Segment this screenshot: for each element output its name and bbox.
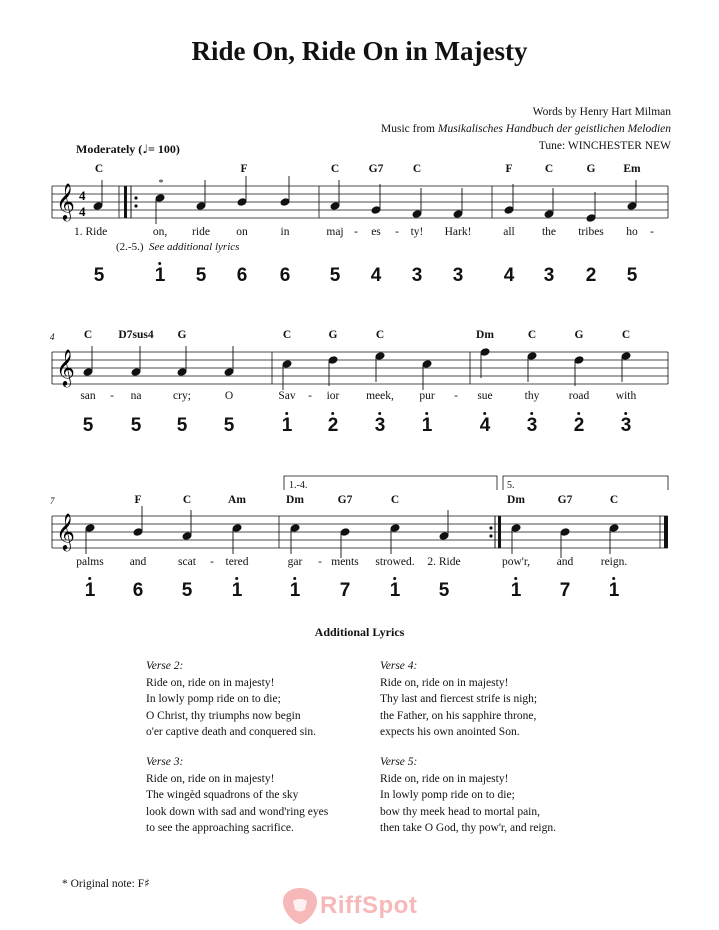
treble-clef-icon: 𝄞	[56, 182, 75, 220]
lyric-syllable: reign.	[600, 556, 628, 568]
verse-label: Verse 4:	[380, 660, 418, 672]
lyric-syllable: na	[130, 390, 142, 402]
chord-symbol: G7	[337, 494, 353, 506]
scale-degree: 6	[132, 580, 144, 601]
verse-block	[380, 754, 556, 837]
lyric-syllable: Sav	[278, 390, 296, 402]
chord-symbol: C	[83, 329, 93, 341]
lyric-syllable: scat	[178, 556, 196, 568]
scale-degree: 1	[85, 580, 96, 602]
volta-1-bracket	[284, 476, 497, 490]
chord-symbol: C	[390, 494, 400, 506]
verse-line: Ride on, ride on in majesty!	[380, 676, 509, 689]
time-signature-bottom: 4	[79, 204, 86, 219]
scale-degree: 5	[195, 265, 207, 286]
chord-symbol: F	[134, 494, 142, 506]
verse-hint-text: See additional lyrics	[149, 241, 240, 253]
lyric-syllable: sue	[477, 390, 493, 402]
scale-degree: 1	[511, 580, 522, 602]
footnote	[62, 876, 150, 890]
lyric-syllable: 1. Ride	[74, 226, 108, 238]
music-source: Musikalisches Handbuch der geistlichen Melodien	[437, 123, 671, 135]
chord-symbol: Dm	[476, 329, 494, 341]
lyric-hyphen: -	[395, 226, 399, 238]
riffspot-logo	[272, 884, 452, 928]
verse-block	[146, 658, 316, 741]
brand-name: RiffSpot	[320, 892, 418, 919]
lyric-syllable: all	[503, 226, 515, 238]
lyric-syllable: meek,	[366, 390, 394, 402]
verse-hint-prefix: (2.-5.)	[116, 241, 144, 253]
scale-degree: 2	[585, 265, 597, 286]
volta-1-label: 1.-4.	[289, 480, 308, 491]
verse-block	[146, 754, 328, 837]
lyric-syllable: ior	[326, 390, 340, 402]
chord-symbol: C	[182, 494, 192, 506]
verse-line: to see the approaching sacrifice.	[146, 822, 294, 834]
scale-degree: 3	[543, 265, 555, 286]
scale-degree: 1	[290, 580, 301, 602]
scale-degree: 3	[375, 415, 386, 437]
lyric-syllable: tribes	[578, 226, 604, 238]
lyric-syllable: pow'r,	[501, 556, 531, 568]
lyric-syllable: maj	[326, 226, 344, 238]
lyric-syllable: tered	[225, 556, 249, 568]
chord-symbol: G	[328, 329, 338, 341]
lyric-syllable: in	[280, 226, 290, 238]
verse-line: look down with sad and wond'ring eyes	[146, 805, 329, 818]
lyric-syllable: ho	[626, 226, 638, 238]
lyric-syllable: the	[541, 226, 557, 238]
chord-symbol: G	[586, 163, 596, 175]
verse-line: The wingèd squadrons of the sky	[146, 789, 299, 801]
scale-degree: 6	[279, 265, 291, 286]
scale-degree: 2	[328, 415, 339, 437]
chord-symbol: C	[330, 163, 340, 175]
footnote-star: *	[158, 178, 164, 189]
verse-line: In lowly pomp ride on to die;	[380, 789, 515, 801]
footnote-text: * Original note: F	[62, 878, 145, 890]
measure-number: 4	[50, 332, 55, 342]
lyric-syllable: thy	[524, 390, 540, 402]
scale-degree: 6	[236, 265, 248, 286]
chord-symbol: G7	[557, 494, 573, 506]
scale-degree: 7	[339, 580, 351, 601]
verse-line: O Christ, thy triumphs now begin	[146, 709, 301, 722]
chord-symbol: C	[609, 494, 619, 506]
music-credit-prefix: Music from	[381, 123, 438, 135]
final-barline	[664, 516, 668, 548]
scale-degree: 4	[370, 265, 382, 286]
volta-2-label: 5.	[507, 480, 515, 491]
tempo-label: Moderately (	[76, 142, 143, 156]
verse-block	[380, 658, 537, 741]
lyric-syllable: palms	[76, 556, 104, 568]
scale-degree: 4	[503, 265, 515, 286]
scale-degree: 1	[609, 580, 620, 602]
verse-label: Verse 3:	[146, 756, 184, 768]
verse-label: Verse 5:	[380, 756, 418, 768]
verse-line: then take O God, thy pow'r, and reign.	[380, 822, 556, 834]
chord-symbol: Am	[228, 494, 246, 506]
scale-degree: 4	[480, 415, 491, 437]
treble-clef-icon: 𝄞	[56, 348, 75, 386]
verse-line: Ride on, ride on in majesty!	[146, 772, 275, 785]
scale-degree: 5	[223, 415, 235, 436]
verse-label: Verse 2:	[146, 660, 184, 672]
words-credit: Words by Henry Hart Milman	[532, 106, 671, 118]
chord-symbol: C	[94, 163, 104, 175]
scale-degree: 5	[130, 415, 142, 436]
lyric-syllable: Hark!	[444, 226, 472, 238]
lyric-syllable: on,	[152, 226, 168, 238]
chord-symbol: Dm	[286, 494, 304, 506]
lyric-syllable: cry;	[173, 390, 191, 402]
treble-clef-icon: 𝄞	[56, 512, 75, 550]
scale-degree: 2	[574, 415, 585, 437]
chord-symbol: Dm	[507, 494, 525, 506]
chord-symbol: C	[412, 163, 422, 175]
chord-symbol: D7sus4	[118, 329, 154, 341]
scale-degree: 1	[422, 415, 433, 437]
scale-degree: 3	[411, 265, 423, 286]
lyric-syllable: ty!	[410, 226, 424, 238]
tune-credit: Tune: WINCHESTER NEW	[538, 140, 671, 152]
lyric-hyphen: -	[650, 226, 654, 238]
lyric-hyphen: -	[308, 390, 312, 402]
chord-symbol: C	[621, 329, 631, 341]
lyric-syllable: san	[80, 390, 96, 402]
chord-symbol: Em	[623, 163, 641, 175]
scale-degree: 7	[559, 580, 571, 601]
lyric-syllable: ments	[331, 556, 359, 568]
scale-degree: 3	[452, 265, 464, 286]
measure-number: 7	[50, 496, 55, 506]
verse-line: Ride on, ride on in majesty!	[380, 772, 509, 785]
verse-line: o'er captive death and conquered sin.	[146, 726, 317, 738]
verse-line: the Father, on his sapphire throne,	[380, 709, 537, 722]
lyric-syllable: and	[129, 556, 147, 568]
lyric-hyphen: -	[210, 556, 214, 568]
lyric-syllable: es	[371, 226, 381, 238]
lyric-hyphen: -	[454, 390, 458, 402]
chord-symbol: F	[505, 163, 513, 175]
lyric-syllable: gar	[287, 556, 303, 568]
scale-degree: 1	[155, 265, 166, 287]
lyric-syllable: 2. Ride	[427, 556, 461, 568]
scale-degree: 5	[181, 580, 193, 601]
sharp-symbol: ♯	[144, 876, 150, 890]
chord-symbol: C	[375, 329, 385, 341]
time-signature-top: 4	[79, 188, 86, 203]
scale-degree: 3	[527, 415, 538, 437]
tempo-value: = 100)	[147, 142, 180, 156]
scale-degree: 5	[93, 265, 105, 286]
chord-symbol: G	[177, 329, 187, 341]
verse-line: In lowly pomp ride on to die;	[146, 693, 281, 705]
chord-symbol: G	[574, 329, 584, 341]
chord-symbol: C	[544, 163, 554, 175]
volta-2-bracket	[503, 476, 668, 490]
lyric-syllable: strowed.	[375, 556, 415, 568]
scale-degree: 5	[82, 415, 94, 436]
verse-line: expects his own anointed Son.	[380, 726, 520, 738]
lyric-hyphen: -	[354, 226, 358, 238]
lyric-syllable: on	[236, 226, 248, 238]
chord-symbol: C	[527, 329, 537, 341]
lyric-hyphen: -	[318, 556, 322, 568]
lyric-syllable: with	[615, 390, 637, 402]
lyric-syllable: pur	[419, 390, 435, 402]
verse-line: bow thy meek head to mortal pain,	[380, 805, 541, 818]
scale-degree: 5	[329, 265, 341, 286]
lyric-syllable: O	[224, 390, 234, 402]
page-title: Ride On, Ride On in Majesty	[191, 36, 528, 66]
chord-symbol: C	[282, 329, 292, 341]
lyric-syllable: and	[556, 556, 574, 568]
lyric-syllable: ride	[192, 226, 210, 238]
scale-degree: 1	[282, 415, 293, 437]
verse-line: Ride on, ride on in majesty!	[146, 676, 275, 689]
verse-line: Thy last and fiercest strife is nigh;	[380, 693, 538, 705]
scale-degree: 5	[438, 580, 450, 601]
additional-lyrics-title: Additional Lyrics	[314, 625, 405, 639]
guitar-pick-icon	[280, 886, 320, 926]
lyric-syllable: road	[568, 390, 590, 402]
scale-degree: 5	[176, 415, 188, 436]
lyric-hyphen: -	[110, 390, 114, 402]
chord-symbol: F	[240, 163, 248, 175]
quarter-note-icon: ♩	[142, 142, 148, 156]
scale-degree: 3	[621, 415, 632, 437]
scale-degree: 5	[626, 265, 638, 286]
scale-degree: 1	[390, 580, 401, 602]
chord-symbol: G7	[368, 163, 384, 175]
scale-degree: 1	[232, 580, 243, 602]
